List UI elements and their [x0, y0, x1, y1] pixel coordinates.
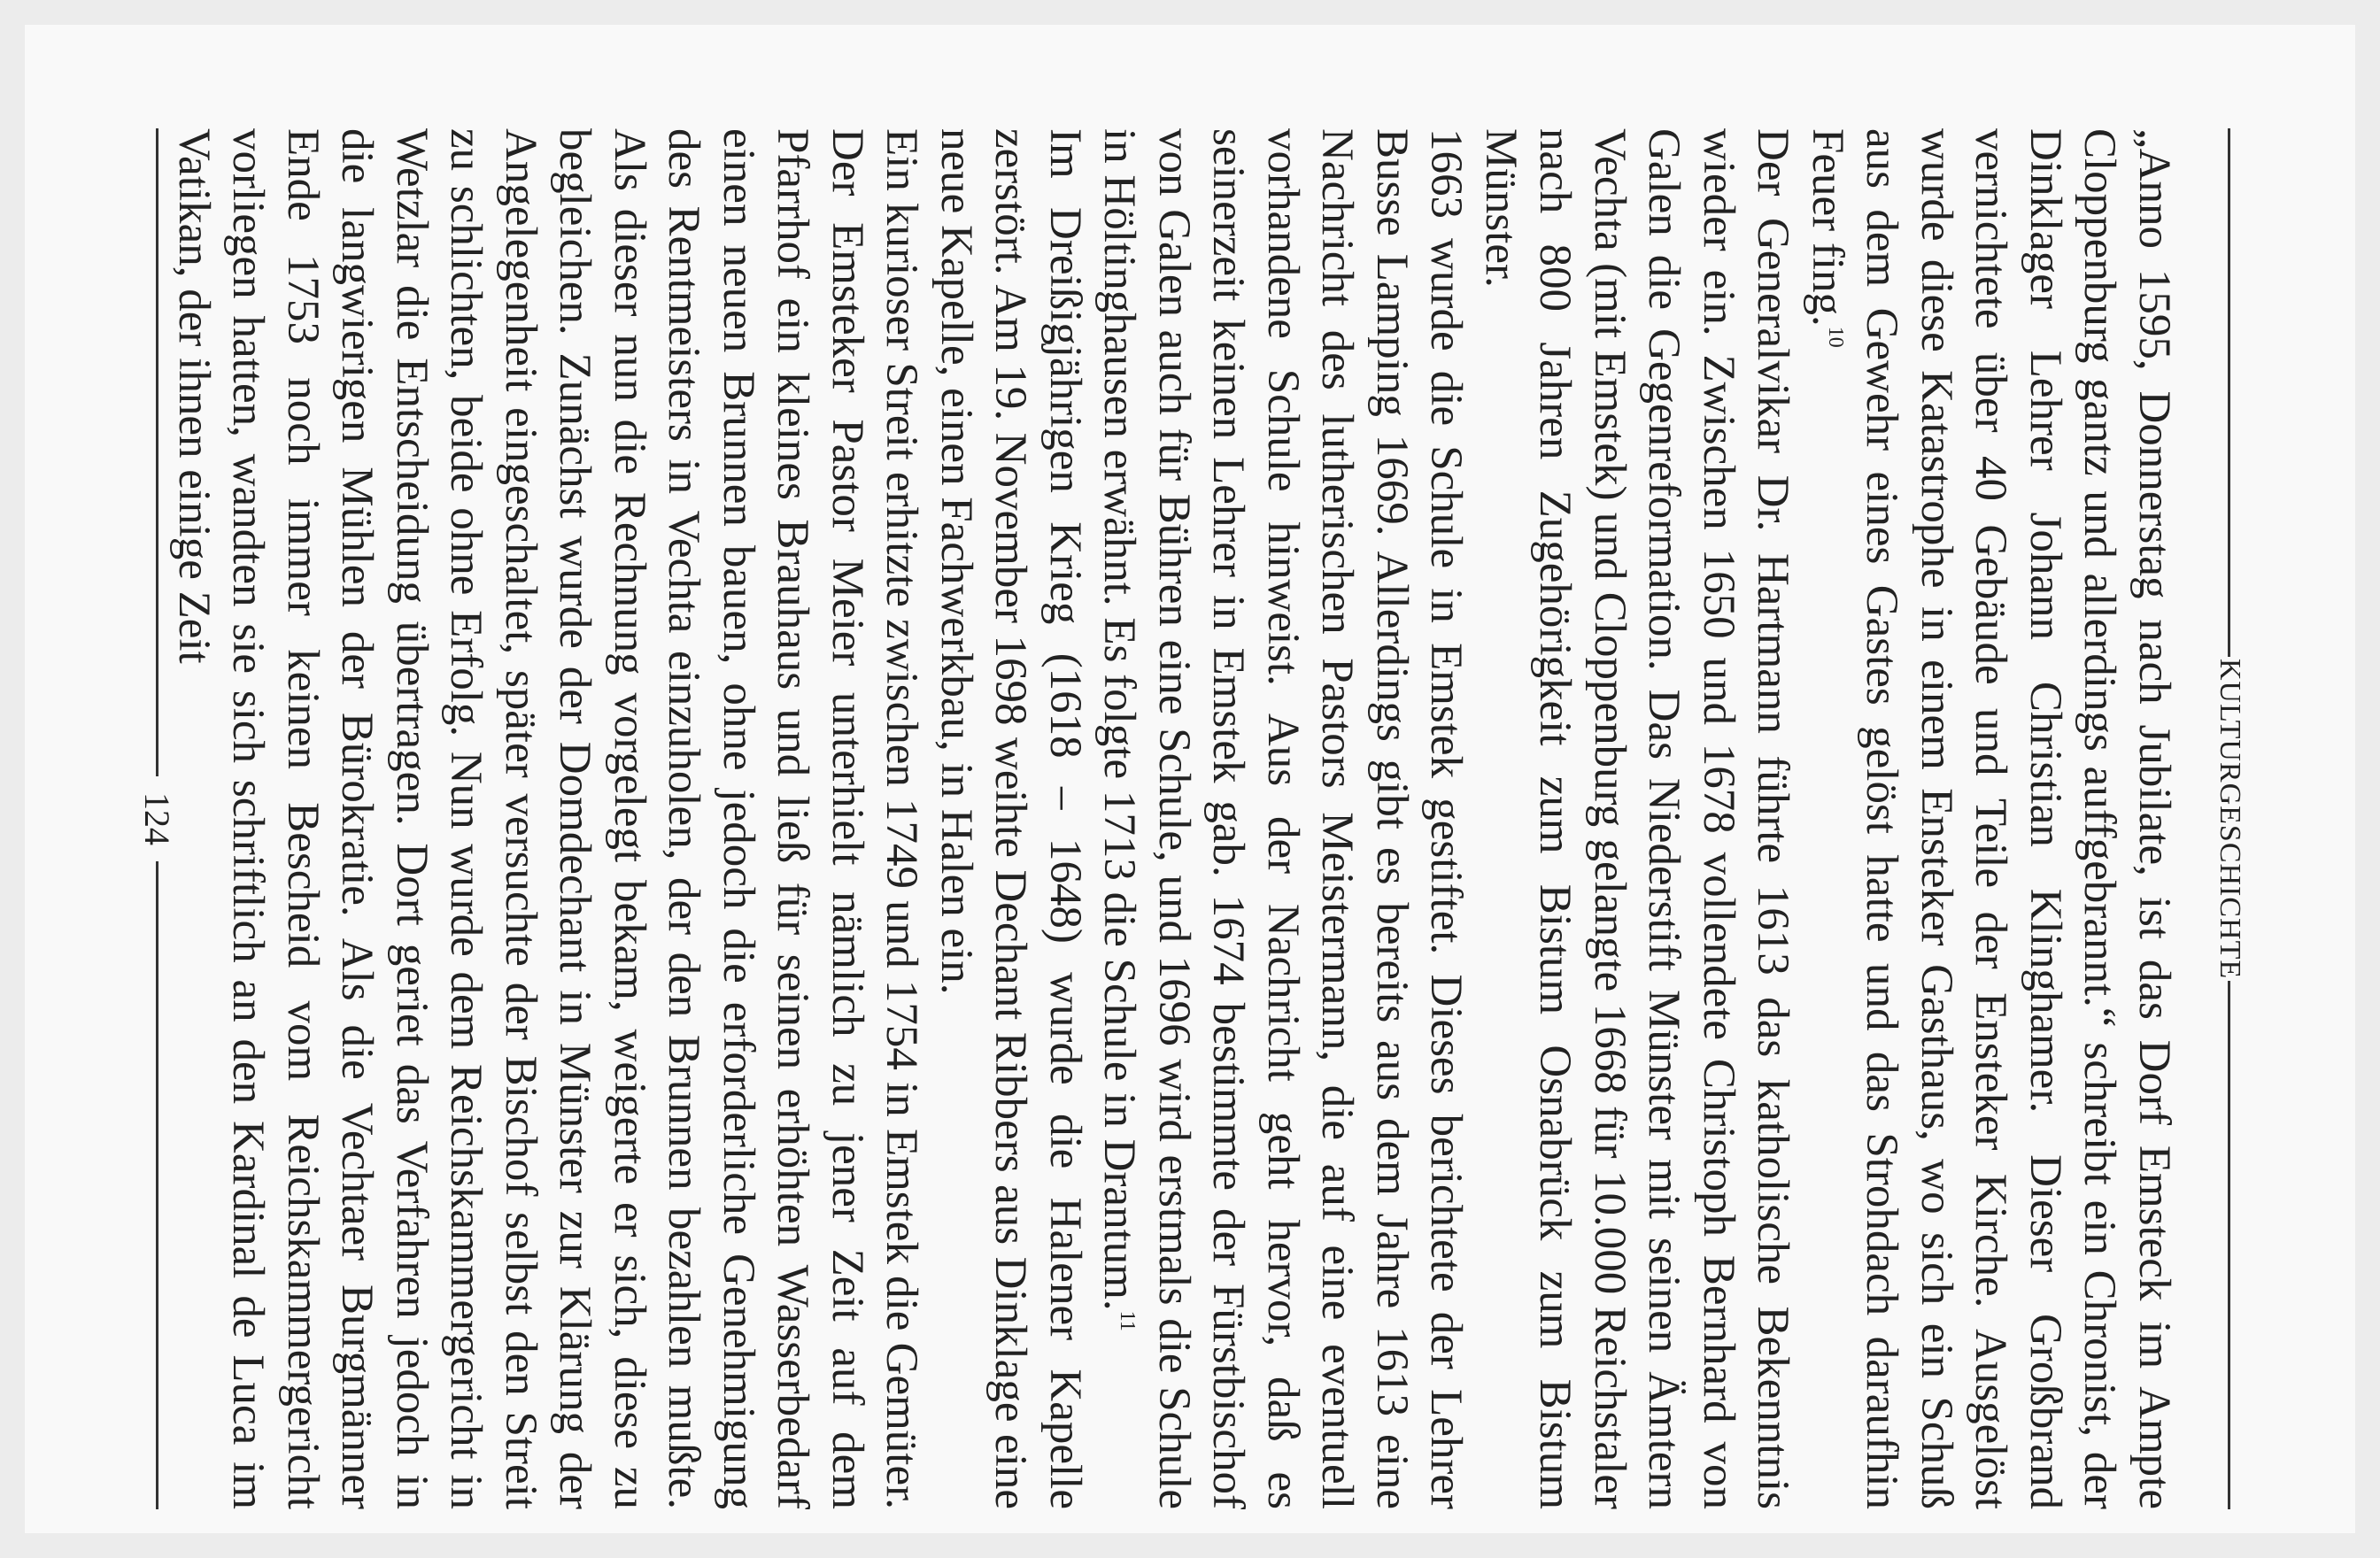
paragraph-text: Ein kurioser Streit erhitzte zwischen 1749 und 1754 in Emstek die Gemüter. Der Emsteker Pastor Meier unterhielt nämlich zu jener Zeit auf dem Pfarrhof ein kleines Brauhaus und ließ für seinen erhöhten Wasserbedarf einen neuen Brunnen bauen, ohne jedoch die erforderliche Genehmigung des Rentmeisters in Vechta einzuholen, der den Brunnen bezahlen mußte. Als dieser nun die Rechnung vorgelegt bekam, weigerte er sich, diese zu begleichen. Zunächst wurde der Domdechant in Münster zur Klärung der Angelegenheit eingeschaltet, später versuchte der Bischof selbst den Streit zu schlichten, beide ohne Erfolg. Nun wurde dem Reichskammergericht in Wetzlar die Entscheidung übertragen. Dort geriet das Verfahren jedoch in die langwierigen Mühlen der Bürokratie. Als die Vechtaer Burgmänner Ende 1753 noch immer keinen Bescheid vom Reichskammergericht vorliegen hatten, wandten sie sich schriftlich an den Kardinal de Luca im Vatikan, der ihnen einige Zeit — [169, 128, 927, 1509]
paragraph-text: Der Generalvikar Dr. Hartmann führte 1613 das katholische Bekenntnis wieder ein. Zwischen 1650 und 1678 vollendete Christoph Bernhard von Galen die Gegenreformation. Das Niederstift Münster mit seinen Ämtern Vechta (mit Emstek) und Cloppenburg gelangte 1668 für 10.000 Reichstaler nach 800 Jahren Zugehörigkeit zum Bistum Osnabrück zum Bistum Münster. — [1476, 128, 1798, 1509]
paragraph-text: 1663 wurde die Schule in Emstek gestiftet. Dieses berichtete der Lehrer Busse Lamping 1669. Allerdings gibt es bereits aus dem Jahre 1613 eine Nachricht des lutherischen Pastors Meistermann, die auf eine eventuell vorhandene Schule hinweist. Aus der Nachricht geht hervor, daß es seinerzeit keinen Lehrer in Emstek gab. 1674 bestimmte der Fürstbischof von Galen auch für Bühren eine Schule, und 1696 wird erstmals die Schule in Höltinghausen erwähnt. Es folgte 1713 die Schule in Drantum. — [1094, 128, 1472, 1509]
footer-rule-right — [157, 861, 159, 1509]
running-title: KULTURGESCHICHTE — [2214, 658, 2246, 980]
paragraph-text: „Anno 1595, Donnerstag nach Jubilate, ist das Dorf Emsteck im Ampte Cloppenburg gantz und allerdings auffgebrannt.“ schreibt ein Chronist, der Dinklager Lehrer Johann Christian Klinghamer. Dieser Großbrand vernichtete über 40 Gebäude und Teile der Ensteker Kirche. Ausgelöst wurde diese Katastrophe in einem Ensteker Gasthaus, wo sich ein Schuß aus dem Gewehr eines Gastes gelöst hatte und das Strohdach daraufhin Feuer fing. — [1803, 128, 2179, 1509]
footnote-marker: 10 — [1824, 326, 1847, 348]
footer-rule-left — [157, 128, 159, 776]
paragraph-counter-reformation — [1473, 128, 1800, 1509]
page-number: 124 — [137, 792, 178, 845]
paragraph-school-history — [1092, 128, 1473, 1509]
page-footer — [131, 128, 184, 1509]
paragraph-well-dispute — [166, 128, 929, 1509]
header-rule-right — [2229, 981, 2231, 1509]
running-header — [2203, 128, 2256, 1509]
paragraph-halen-chapel — [929, 128, 1093, 1509]
paragraph-text: Im Dreißigjährigen Krieg (1618 – 1648) wurde die Halener Kapelle zerstört. Am 19. November 1698 weihte Dechant Ribbers aus Dinklage eine neue Kapelle, einen Fachwerkbau, in Halen ein. — [931, 128, 1090, 1509]
body-text — [169, 128, 2181, 1509]
footnote-marker: 11 — [1116, 1310, 1140, 1331]
header-rule-left — [2229, 128, 2231, 657]
paragraph-fire-1595 — [1800, 128, 2182, 1509]
rotated-book-page — [113, 128, 2256, 1509]
